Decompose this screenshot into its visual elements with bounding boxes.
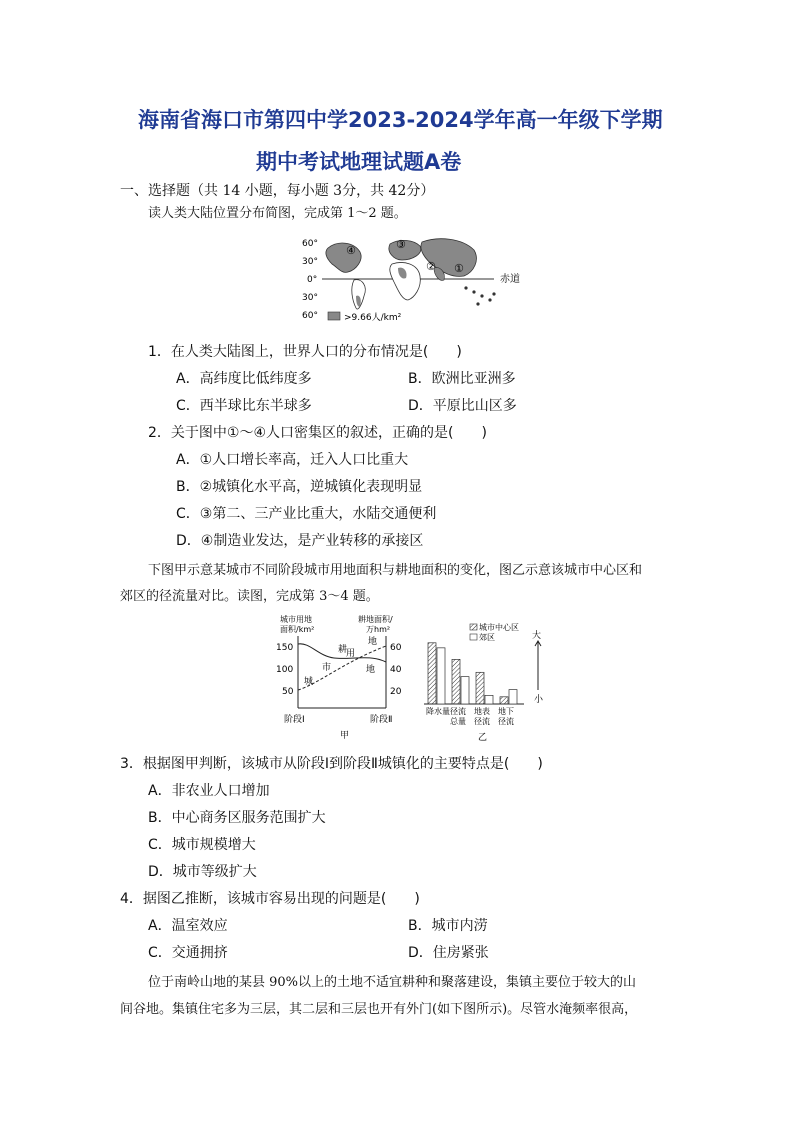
lat-label-60n: 60° [302, 239, 318, 249]
bar-suburb-3 [485, 695, 493, 704]
page-title-line1: 海南省海口市第四中学2023-2024学年高一年级下学期 [138, 108, 663, 132]
right-tick: 40 [390, 665, 402, 675]
q2-option-d[interactable]: D．④制造业发达，是产业转移的承接区 [176, 533, 424, 549]
section-heading: 一、选择题（共 14 小题，每小题 3分，共 42分） [120, 183, 435, 199]
q4-option-a[interactable]: A．温室效应 [148, 918, 228, 934]
category-label: 地下 [498, 707, 514, 716]
legend-label-suburb: 郊区 [479, 633, 495, 642]
right-axis-title-1: 耕地面积/ [358, 615, 393, 624]
island-dot [492, 292, 495, 295]
bar-suburb-1 [437, 648, 445, 704]
legend-swatch [328, 312, 340, 320]
left-tick: 150 [276, 643, 294, 653]
world-population-map [298, 232, 538, 328]
lat-label-30n: 30° [302, 257, 318, 267]
category-label: 径流 [474, 717, 490, 726]
category-label: 降水量 [426, 707, 450, 716]
left-axis-title-1: 城市用地 [280, 615, 312, 624]
right-axis-title-2: 万hm² [366, 625, 391, 634]
urban-label-3: 用 [346, 649, 356, 659]
q1-option-b[interactable]: B．欧洲比亚洲多 [408, 371, 516, 387]
q4-option-b[interactable]: B．城市内涝 [408, 918, 488, 934]
marker-4: ④ [346, 244, 356, 257]
axis-label-big: 大 [532, 631, 542, 641]
group1-intro: 读人类大陆位置分布简图，完成第 1～2 题。 [148, 206, 407, 221]
page-title-line2: 期中考试地理试题A卷 [256, 150, 462, 174]
legend-swatch-suburb [470, 634, 477, 640]
q2-option-a[interactable]: A．①人口增长率高，迁入人口比重大 [176, 452, 409, 468]
group3-line2: 间谷地。集镇住宅多为三层，其二层和三层也开有外门(如下图所示)。尽管水淹频率很高， [120, 1002, 638, 1017]
q4-option-c[interactable]: C．交通拥挤 [148, 945, 228, 961]
farmland-label-2: 地 [366, 665, 376, 675]
right-tick: 60 [390, 643, 402, 653]
equator-label: 赤道 [500, 274, 520, 285]
x-label-stage-1: 阶段Ⅰ [284, 715, 305, 725]
urban-label-4: 地 [368, 637, 378, 647]
q1-option-d[interactable]: D．平原比山区多 [408, 398, 517, 414]
legend-label-center: 城市中心区 [479, 623, 519, 632]
legend-label: >9.66人/km² [344, 313, 402, 323]
left-axis-title-2: 面积/km² [280, 625, 315, 634]
figure-caption-yi: 乙 [478, 733, 488, 743]
island-dot [464, 286, 467, 289]
figure-jia-land-area-chart [274, 612, 416, 744]
lat-label-30s: 30° [302, 293, 318, 303]
left-tick: 100 [276, 665, 294, 675]
q3-option-d[interactable]: D．城市等级扩大 [148, 864, 257, 880]
q2-stem: 2．关于图中①～④人口密集区的叙述，正确的是( ) [148, 425, 487, 441]
bar-suburb-2 [461, 677, 469, 704]
figure-yi-runoff-chart [418, 620, 560, 744]
lat-label-0: 0° [307, 275, 318, 285]
africa-shape [390, 263, 420, 301]
figure-caption-jia: 甲 [340, 731, 350, 741]
legend-swatch-center [470, 624, 477, 630]
q3-option-b[interactable]: B．中心商务区服务范围扩大 [148, 810, 326, 826]
marker-3: ③ [396, 238, 406, 251]
lat-label-60s: 60° [302, 311, 318, 321]
island-dot [480, 294, 483, 297]
category-label: 径流 [450, 707, 466, 716]
q1-stem: 1．在人类大陆图上，世界人口的分布情况是( ) [148, 344, 462, 360]
right-tick: 20 [390, 687, 402, 697]
category-label: 总量 [450, 717, 466, 726]
urban-label-2: 市 [322, 663, 332, 673]
q3-option-c[interactable]: C．城市规模增大 [148, 837, 256, 853]
marker-1: ① [454, 262, 464, 275]
q2-option-b[interactable]: B．②城镇化水平高，逆城镇化表现明显 [176, 479, 423, 495]
q3-stem: 3．根据图甲判断，该城市从阶段Ⅰ到阶段Ⅱ城镇化的主要特点是( ) [120, 756, 543, 772]
island-dot [472, 290, 475, 293]
bar-suburb-4 [509, 690, 517, 704]
q3-option-a[interactable]: A．非农业人口增加 [148, 783, 270, 799]
group2-intro-line1: 下图甲示意某城市不同阶段城市用地面积与耕地面积的变化，图乙示意该城市中心区和 [148, 563, 643, 578]
axis-label-small: 小 [534, 695, 544, 705]
x-label-stage-2: 阶段Ⅱ [370, 715, 393, 725]
q4-option-d[interactable]: D．住房紧张 [408, 945, 489, 961]
category-label: 地表 [474, 707, 490, 716]
bar-center-4 [500, 697, 508, 704]
q1-option-a[interactable]: A．高纬度比低纬度多 [176, 371, 312, 387]
urban-label-1: 城 [304, 677, 314, 687]
farmland-label-1: 耕 [338, 645, 348, 655]
group3-line1: 位于南岭山地的某县 90%以上的土地不适宜耕种和聚落建设，集镇主要位于较大的山 [148, 975, 637, 990]
group2-intro-line2: 郊区的径流量对比。读图，完成第 3～4 题。 [120, 589, 379, 604]
bar-center-3 [476, 672, 484, 704]
marker-2: ② [426, 260, 436, 273]
q2-option-c[interactable]: C．③第二、三产业比重大，水陆交通便利 [176, 506, 437, 522]
category-label: 径流 [498, 717, 514, 726]
island-dot [488, 298, 491, 301]
q1-option-c[interactable]: C．西半球比东半球多 [176, 398, 312, 414]
left-tick: 50 [282, 687, 294, 697]
island-dot [476, 302, 479, 305]
bar-center-2 [452, 659, 460, 704]
bar-center-1 [428, 643, 436, 704]
q4-stem: 4．据图乙推断，该城市容易出现的问题是( ) [120, 891, 420, 907]
